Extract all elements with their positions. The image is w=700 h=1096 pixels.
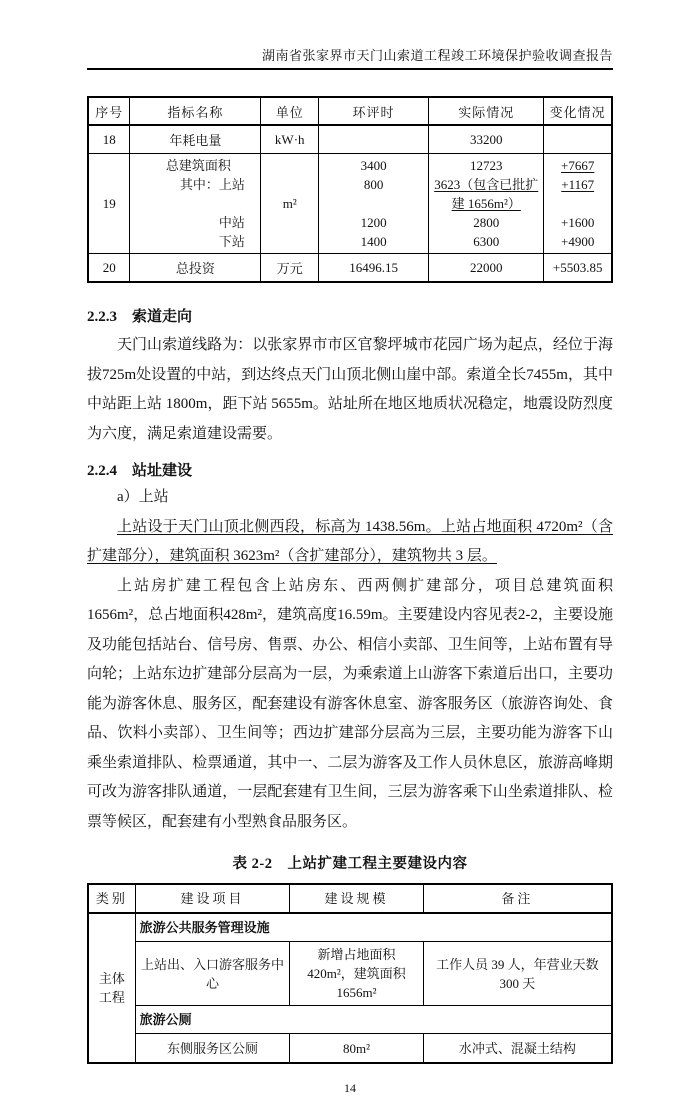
cell-unit: kW·h [261, 125, 319, 154]
table-row-18 [88, 125, 612, 154]
table-row-19 [88, 154, 612, 254]
change-line [546, 175, 609, 194]
cell-scale: 新增占地面积 420m²，建筑面积 1656m² [290, 942, 424, 1006]
expansion-table-header-row [88, 884, 612, 913]
col-header-eia: 环评时 [319, 97, 429, 125]
table-row-visitor-center [88, 942, 612, 1006]
eia-line: 3400 [360, 158, 387, 173]
change-value: +1600 [561, 215, 595, 230]
col-header-serial: 序号 [88, 97, 130, 125]
indicator-line: 其中：上站 [179, 177, 245, 192]
col-header-project: 建设项目 [135, 884, 290, 913]
cell-serial: 18 [88, 125, 130, 154]
col-header-unit: 单位 [261, 97, 319, 125]
actual-value-underlined: 建 1656m²） [451, 196, 521, 211]
col-header-scale: 建设规模 [290, 884, 424, 913]
cell-actual: 33200 [429, 125, 544, 154]
actual-line [431, 175, 541, 194]
table-row-20 [88, 254, 612, 283]
section-heading-224: 2.2.4 站址建设 [87, 463, 193, 479]
change-line [546, 232, 609, 251]
col-header-change: 变化情况 [544, 97, 612, 125]
cell-eia [319, 154, 429, 254]
actual-value: 12723 [469, 158, 503, 173]
col-header-actual: 实际情况 [429, 97, 544, 125]
indicators-table [87, 96, 613, 283]
upper-station-underlined-paragraph: 上站设于天门山顶北侧西段，标高为 1438.56m。上站占地面积 4720m²（含扩建部分），建筑面积 3623m²（含扩建部分），建筑物共 3 层。 [87, 518, 613, 564]
cell-change: +5503.85 [544, 254, 612, 283]
group-row-tourism-services [88, 913, 612, 942]
cell-unit: 万元 [261, 254, 319, 283]
change-line [546, 194, 609, 213]
actual-line [431, 194, 541, 213]
cell-indicator: 年耗电量 [130, 125, 261, 154]
indicator-line [132, 194, 258, 213]
eia-line: 1400 [360, 234, 387, 249]
eia-line [321, 194, 426, 213]
col-header-note: 备注 [423, 884, 612, 913]
cell-actual: 22000 [429, 254, 544, 283]
indicators-table-header-row [88, 97, 612, 125]
table-2-2-title: 表 2-2 上站扩建工程主要建设内容 [232, 856, 468, 872]
cell-change [544, 125, 612, 154]
cell-eia [319, 125, 429, 154]
cell-scale: 80m² [290, 1034, 424, 1064]
cell-serial: 20 [88, 254, 130, 283]
cell-indicator: 总投资 [130, 254, 261, 283]
cell-project: 东侧服务区公厕 [135, 1034, 290, 1064]
cell-unit: m² [261, 154, 319, 254]
indicator-line: 下站 [218, 234, 245, 249]
indicator-line: 中站 [218, 215, 245, 230]
category-cell: 主体工程 [88, 913, 135, 1063]
cell-note: 水冲式、混凝土结构 [423, 1034, 612, 1064]
page-number: 14 [344, 1081, 356, 1095]
running-head: 湖南省张家界市天门山索道工程竣工环境保护验收调查报告 [87, 0, 613, 70]
section-heading-223: 2.2.3 索道走向 [87, 309, 193, 325]
eia-line: 800 [363, 177, 384, 192]
upper-station-expansion-paragraph: 上站房扩建工程包含上站房东、西两侧扩建部分，项目总建筑面积 1656m²，总占地面积428m²，建筑高度16.59m。主要建设内容见表2-2，主要设施及功能包括站台、信号房、售票、办公、相信小卖部、卫生间等，上站布置有导向轮；上站东边扩建部分层高为一层，为乘索道上山游客下索道后出口，主要功能为游客休息、服务区，配套建设有游客休息室、游客服务区（旅游咨询处、食品、饮料小卖部）、卫生间等；西边扩建部分层高为三层，主要功能为游客下山乘坐索道排队、检票通道，其中一、二层为游客及工作人员休息区，旅游高峰期可改为游客排队通道，一层配套建有卫生间，三层为游客乘下山坐索道排队、检票等候区，配套建有小型熟食品服务区。 [87, 577, 613, 830]
change-value: +4900 [561, 234, 595, 249]
change-value-underlined: +1167 [561, 177, 595, 192]
cell-serial: 19 [88, 154, 130, 254]
table-row-east-toilet [88, 1034, 612, 1064]
actual-line [431, 232, 541, 251]
group-row-public-toilet [88, 1006, 612, 1034]
subsection-a-label: a）上站 [117, 489, 169, 505]
change-line [546, 156, 609, 175]
actual-value: 2800 [473, 215, 500, 230]
change-value-underlined: +7667 [561, 158, 595, 173]
actual-line [431, 213, 541, 232]
group-label: 旅游公厕 [135, 1006, 612, 1034]
col-header-indicator: 指标名称 [130, 97, 261, 125]
cell-actual [429, 154, 544, 254]
indicator-line: 总建筑面积 [165, 158, 231, 173]
cell-eia: 16496.15 [319, 254, 429, 283]
expansion-contents-table [87, 883, 613, 1064]
section-223-paragraph: 天门山索道线路为：以张家界市市区官黎坪城市花园广场为起点，经位于海拔725m处设置的中站，到达终点天门山顶北侧山崖中部。索道全长7455m，其中中站距上站 1800m，距下站 5655m。站址所在地区地质状况稳定，地震设防烈度为六度，满足索道建设需要。 [87, 337, 613, 442]
cell-change [544, 154, 612, 254]
change-line [546, 213, 609, 232]
col-header-category: 类别 [88, 884, 135, 913]
eia-line: 1200 [360, 215, 387, 230]
group-label: 旅游公共服务管理设施 [135, 913, 612, 942]
cell-indicator [130, 154, 261, 254]
cell-note: 工作人员 39 人，年营业天数 300 天 [423, 942, 612, 1006]
actual-value: 6300 [473, 234, 500, 249]
cell-project: 上站出、入口游客服务中心 [135, 942, 290, 1006]
actual-line [431, 156, 541, 175]
actual-value-underlined: 3623（包含已批扩 [434, 177, 539, 192]
